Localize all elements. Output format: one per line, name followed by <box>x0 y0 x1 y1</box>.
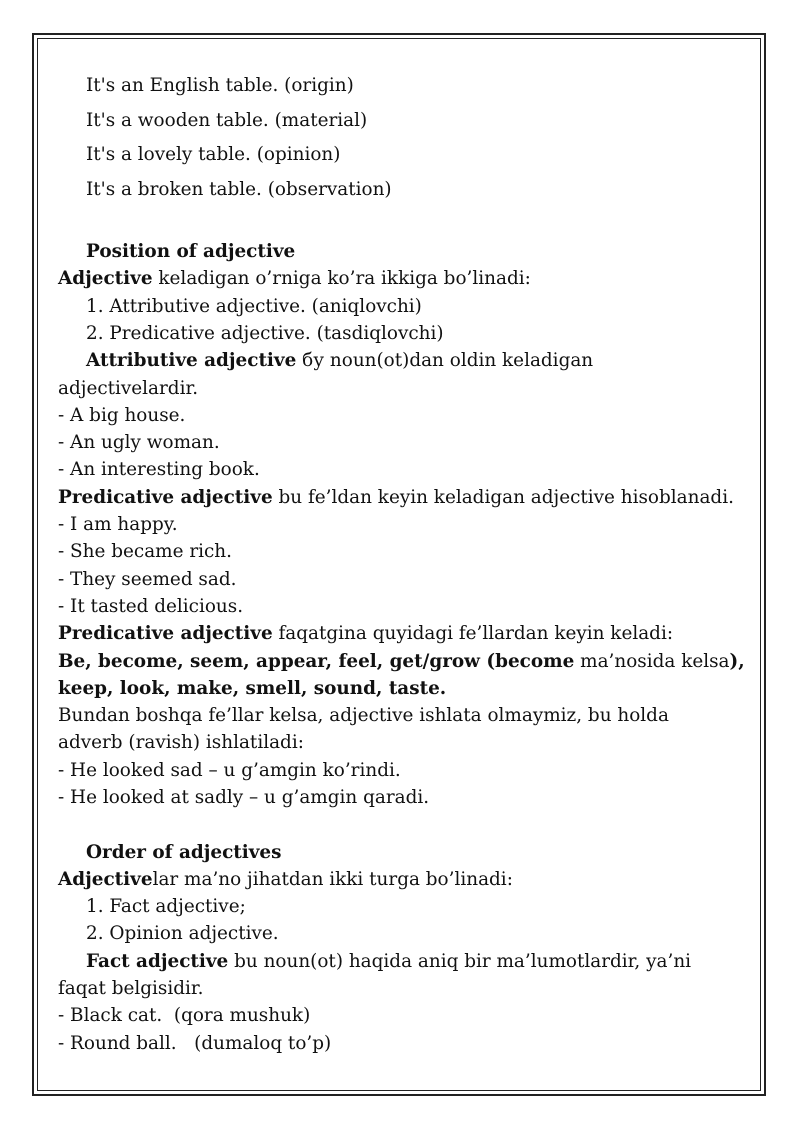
example-line: - An ugly woman. <box>58 432 220 454</box>
verb-list-bold-end: ), <box>729 650 745 672</box>
example-line: - She became rich. <box>58 541 232 563</box>
term-adjective: Adjective <box>58 868 153 890</box>
section-heading-order: Order of adjectives <box>86 841 282 863</box>
example-origin: It's an English table. (origin) <box>86 75 354 96</box>
document-body <box>58 72 748 1057</box>
term-predicative-adjective: Predicative adjective <box>58 623 273 645</box>
term-adjective: Adjective <box>58 268 153 290</box>
section-heading-position: Position of adjective <box>86 241 296 263</box>
verb-list-cont: keep, look, make, smell, sound, taste. <box>58 677 447 699</box>
predicative-definition <box>58 484 748 511</box>
term-fact-adjective: Fact adjective <box>86 950 229 972</box>
fact-definition <box>58 948 748 975</box>
position-intro-text: keladigan o’rniga ko’ra ikkiga bo’linadi: <box>152 268 531 290</box>
verb-list <box>58 648 748 675</box>
predicative-rule-text: faqatgina quyidagi fe’llardan keyin keladi: <box>272 623 674 645</box>
other-verbs-note-cont: adverb (ravish) ishlatiladi: <box>58 732 304 754</box>
example-line: - An interesting book. <box>58 459 260 481</box>
verb-list-note: ma’nosida kelsa <box>574 650 730 672</box>
attributive-definition-text: бу noun(ot)dan oldin keladigan <box>296 350 594 372</box>
fact-definition-cont: faqat belgisidir. <box>58 978 204 1000</box>
list-item: 1. Attributive adjective. (aniqlovchi) <box>86 295 422 317</box>
spacer <box>58 211 748 238</box>
example-line: - I am happy. <box>58 514 178 536</box>
example-observation: It's a broken table. (observation) <box>86 179 392 201</box>
term-attributive-adjective: Attributive adjective <box>86 350 297 372</box>
order-intro <box>58 866 748 893</box>
list-item: 2. Predicative adjective. (tasdiqlovchi) <box>86 322 444 344</box>
fact-definition-text: bu noun(ot) haqida aniq bir ma’lumotlardir, ya’ni <box>228 950 692 972</box>
term-predicative-adjective: Predicative adjective <box>58 486 273 508</box>
predicative-definition-text: bu fe’ldan keyin keladigan adjective hisoblanadi. <box>272 486 734 508</box>
other-verbs-note: Bundan boshqa fe’llar kelsa, adjective ishlata olmaymiz, bu holda <box>58 705 669 727</box>
attributive-definition <box>58 347 748 374</box>
example-opinion: It's a lovely table. (opinion) <box>86 144 341 166</box>
spacer <box>58 811 748 838</box>
position-intro <box>58 265 748 292</box>
example-line: - It tasted delicious. <box>58 595 244 617</box>
order-intro-text: lar ma’no jihatdan ikki turga bo’linadi: <box>152 868 513 890</box>
list-item: 2. Opinion adjective. <box>86 923 279 945</box>
example-line: - A big house. <box>58 404 186 426</box>
example-line: - He looked at sadly – u g’amgin qaradi. <box>58 786 430 808</box>
example-line: - He looked sad – u g’amgin ko’rindi. <box>58 759 401 781</box>
verb-list-bold: Be, become, seem, appear, feel, get/grow (become <box>58 650 575 672</box>
example-line: - Round ball. (dumaloq to’p) <box>58 1032 332 1054</box>
predicative-rule <box>58 620 748 647</box>
example-line: - Black cat. (qora mushuk) <box>58 1005 311 1027</box>
attributive-definition-cont: adjectivelardir. <box>58 377 199 399</box>
example-line: - They seemed sad. <box>58 568 237 590</box>
list-item: 1. Fact adjective; <box>86 896 246 918</box>
example-material: It's a wooden table. (material) <box>86 109 368 131</box>
